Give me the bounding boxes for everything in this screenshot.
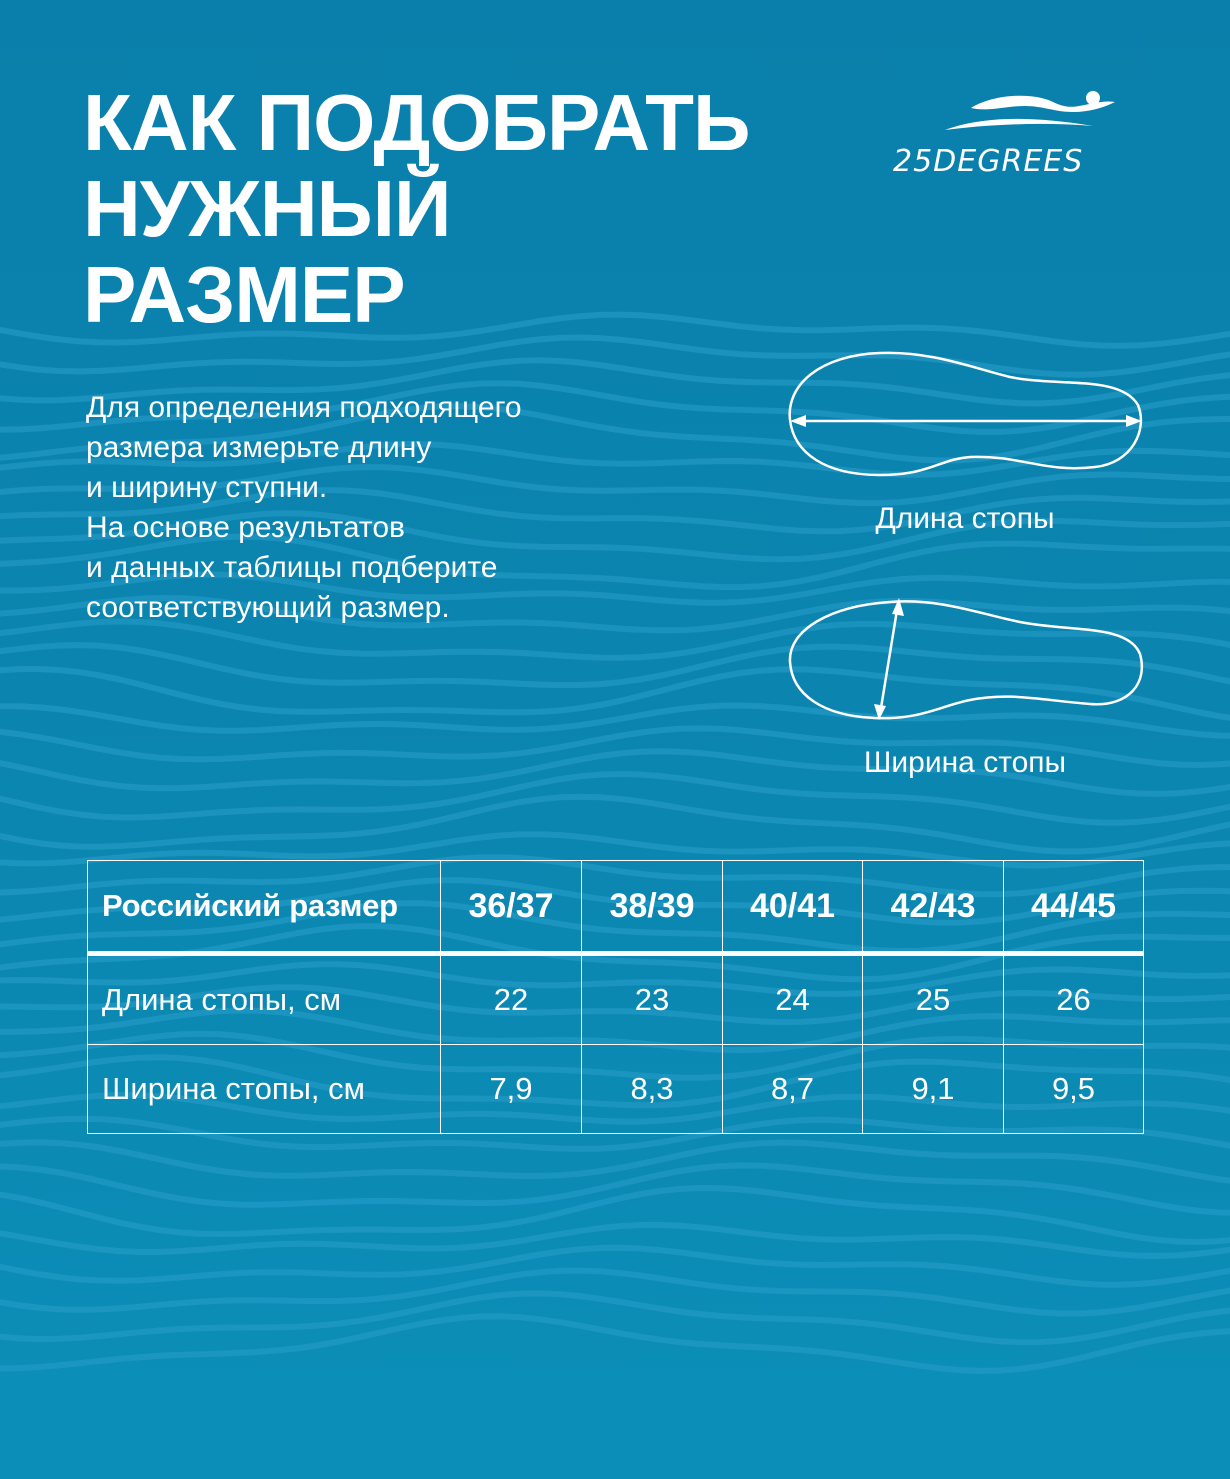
brand-logo [893,86,1143,181]
foot-outline [790,601,1142,718]
title-line-1: КАК ПОДОБРАТЬ [83,78,750,167]
instructions-line: соответствующий размер. [86,591,450,624]
swimmer-logo-icon [893,86,1143,136]
table-cell: 8,3 [582,1045,723,1134]
table-row [88,954,1144,1045]
foot-width-diagram [780,592,1150,727]
arrow-head-left [790,415,806,427]
brand-name: 25DEGREES [893,144,1084,179]
table-cell: 9,5 [1004,1045,1144,1134]
instructions-line: На основе результатов [86,511,405,544]
wave-line [0,1165,1230,1213]
table-header-row [88,861,1144,954]
header-size: 40/41 [723,861,863,954]
instructions-line: размера измерьте длину [86,431,432,464]
table-cell: 23 [582,954,723,1045]
length-caption: Длина стопы [875,502,1055,535]
wave-line [0,1225,1230,1256]
header-russian-size: Российский размер [88,861,441,954]
row-label: Ширина стопы, см [88,1045,441,1134]
table-cell: 8,7 [723,1045,863,1134]
table-cell: 26 [1004,954,1144,1045]
instructions-line: и данных таблицы подберите [86,551,498,584]
instructions-line: Для определения подходящего [86,391,522,424]
table-cell: 25 [863,954,1004,1045]
size-chart-table [87,860,1144,1134]
title-line-3: РАЗМЕР [83,250,405,339]
instructions-text [86,388,522,628]
table-cell: 22 [441,954,582,1045]
table-row [88,1045,1144,1134]
width-caption: Ширина стопы [863,746,1067,779]
wave-line [0,1188,1230,1242]
header-size: 44/45 [1004,861,1144,954]
table-cell: 24 [723,954,863,1045]
page-title [83,80,750,338]
header-size: 38/39 [582,861,723,954]
instructions-line: и ширину ступни. [86,471,328,504]
header-size: 42/43 [863,861,1004,954]
row-label: Длина стопы, см [88,954,441,1045]
foot-outline [790,353,1141,475]
width-arrow [880,604,898,714]
header-size: 36/37 [441,861,582,954]
table-cell: 7,9 [441,1045,582,1134]
table-cell: 9,1 [863,1045,1004,1134]
foot-length-diagram [780,345,1150,485]
title-line-2: НУЖНЫЙ [83,164,451,253]
